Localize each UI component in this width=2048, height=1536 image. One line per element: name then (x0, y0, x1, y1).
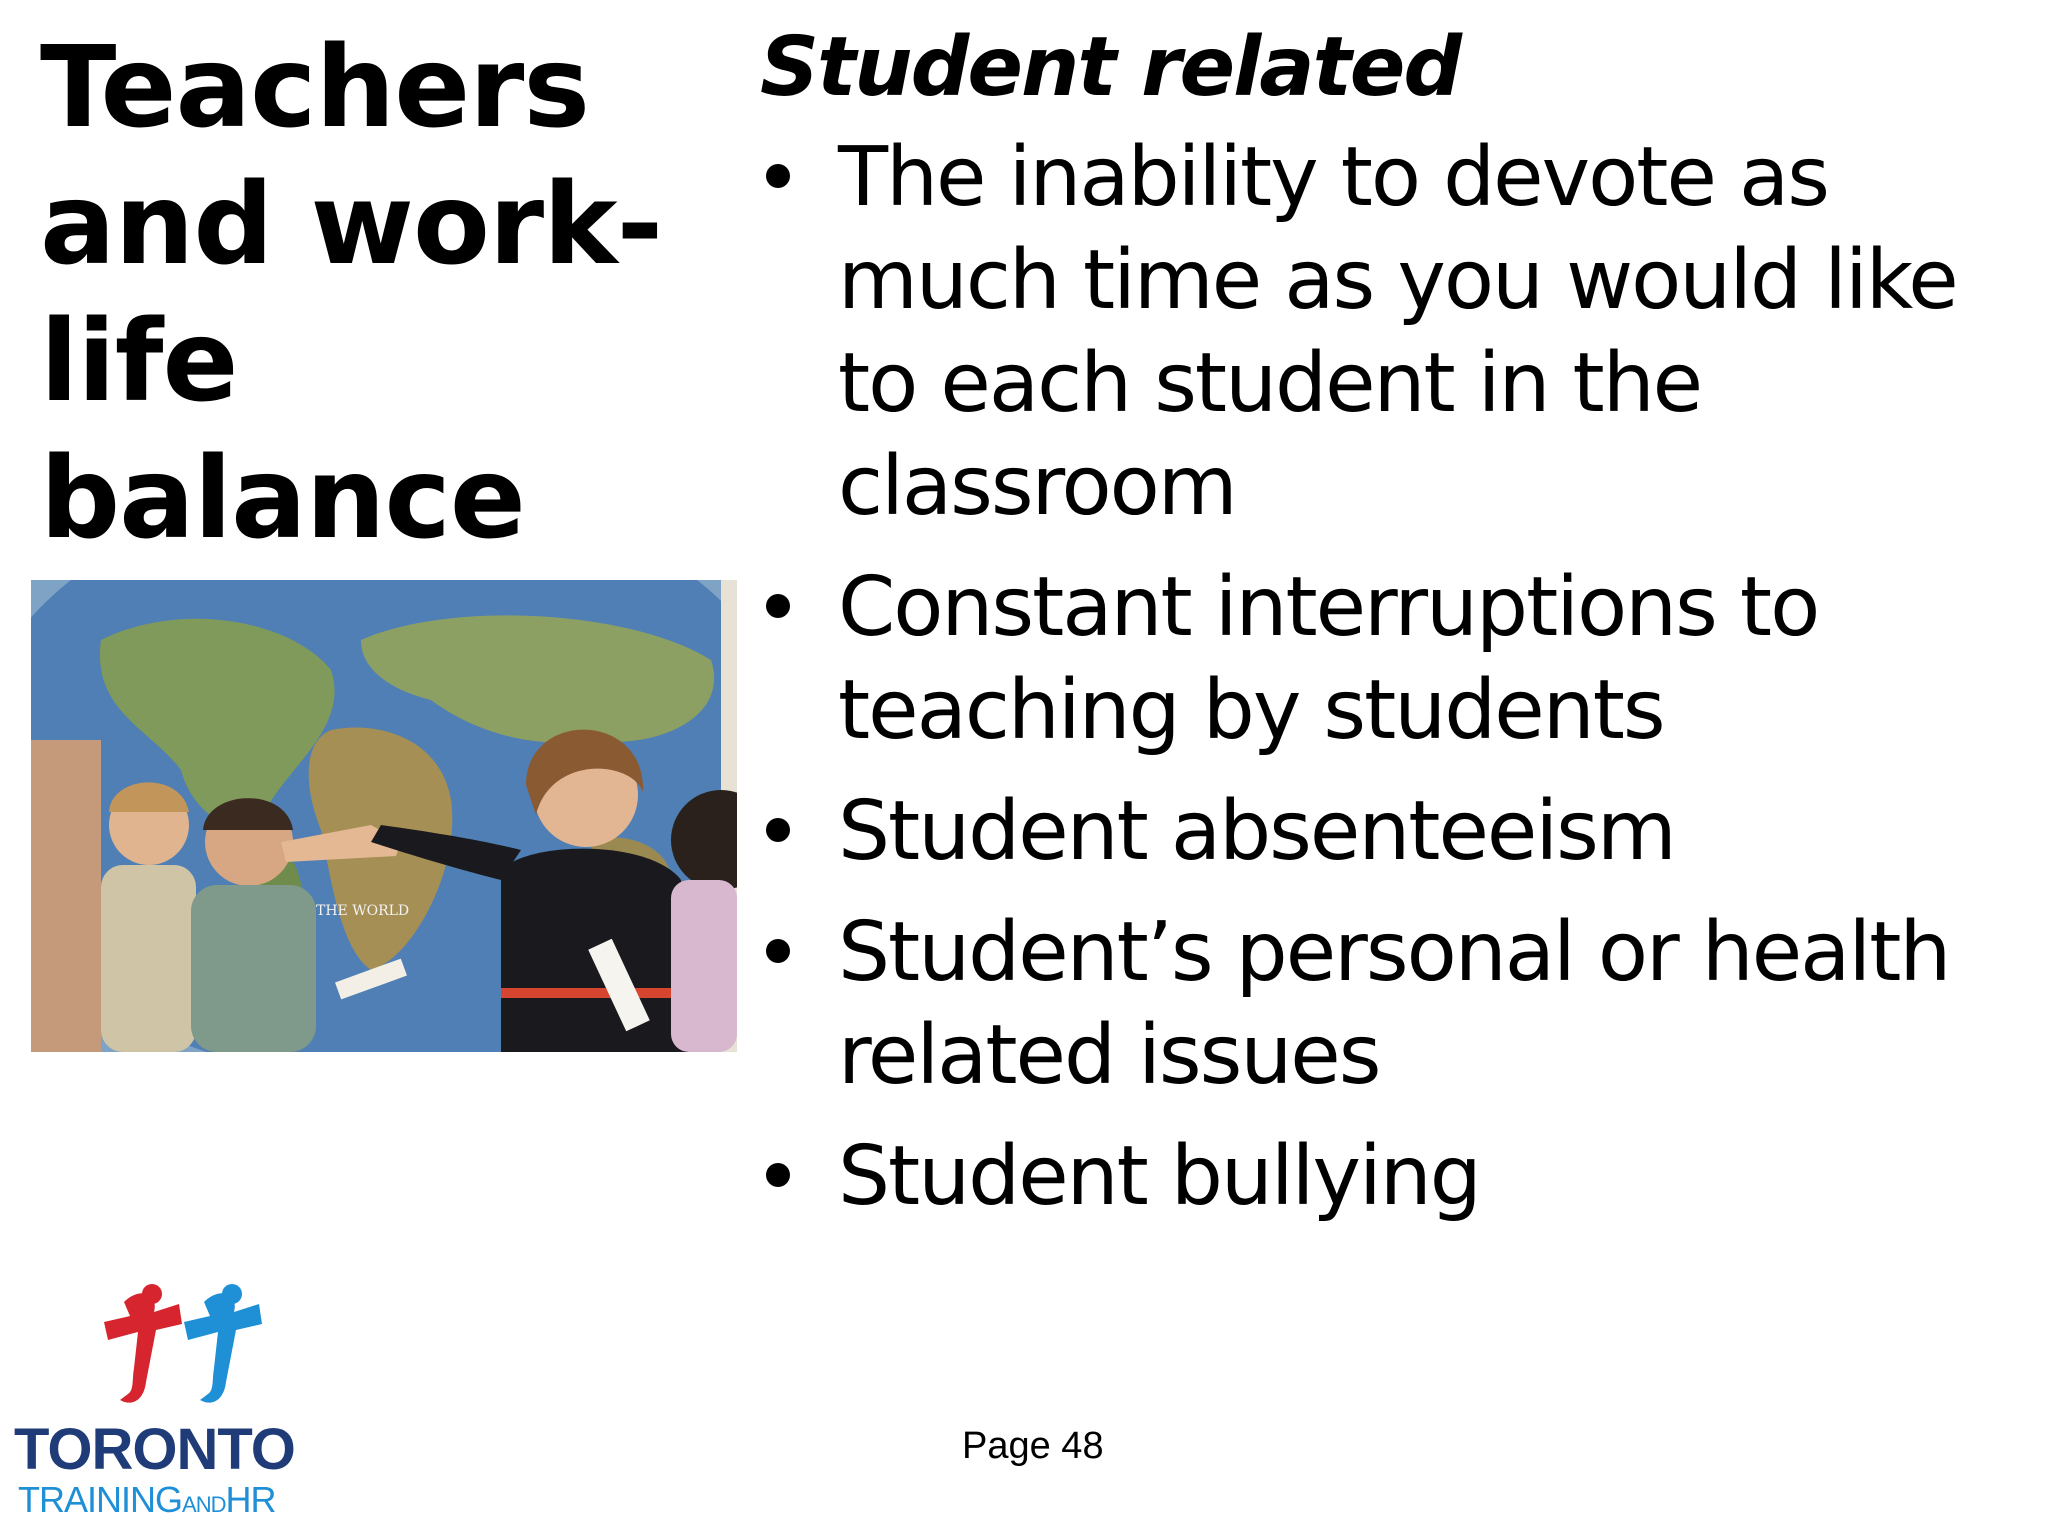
classroom-photo-illustration (31, 580, 737, 1052)
page-number: Page 48 (962, 1425, 1104, 1467)
logo-tagline-training: TRAINING (18, 1479, 183, 1520)
title-line-3: life balance (40, 297, 525, 564)
map-label: THE WORLD (316, 903, 410, 919)
title-line-1: Teachers (40, 23, 590, 153)
logo-tagline-and: AND (182, 1492, 226, 1517)
bullet-item (760, 126, 2020, 538)
bullet-text: Student absenteeism (838, 784, 1675, 879)
bullet-item (760, 1125, 2020, 1228)
bullet-dot-icon (766, 164, 790, 188)
classroom-photo (31, 580, 737, 1052)
bullet-dot-icon (766, 594, 790, 618)
bullet-item (760, 901, 2020, 1107)
bullet-text: Constant interruptions to teaching by students (838, 560, 1819, 758)
bullet-dot-icon (766, 818, 790, 842)
logo-tagline (18, 1480, 275, 1525)
title-line-2: and work- (40, 160, 663, 290)
bullet-list (760, 126, 2020, 1228)
bullet-text: Student’s personal or health related issues (838, 905, 1950, 1103)
logo-figures-icon (84, 1282, 274, 1412)
logo-wordmark: TORONTO (14, 1417, 295, 1482)
bullet-text: The inability to devote as much time as you would like to each student in the classroom (838, 130, 1957, 534)
bullet-item (760, 780, 2020, 883)
bullet-item (760, 556, 2020, 762)
bullet-dot-icon (766, 939, 790, 963)
slide-content (760, 18, 2020, 1228)
logo-tagline-hr: HR (225, 1479, 276, 1520)
company-logo (14, 1282, 314, 1522)
section-subheading: Student related (760, 20, 1461, 115)
bullet-text: Student bullying (838, 1129, 1480, 1224)
bullet-dot-icon (766, 1163, 790, 1187)
